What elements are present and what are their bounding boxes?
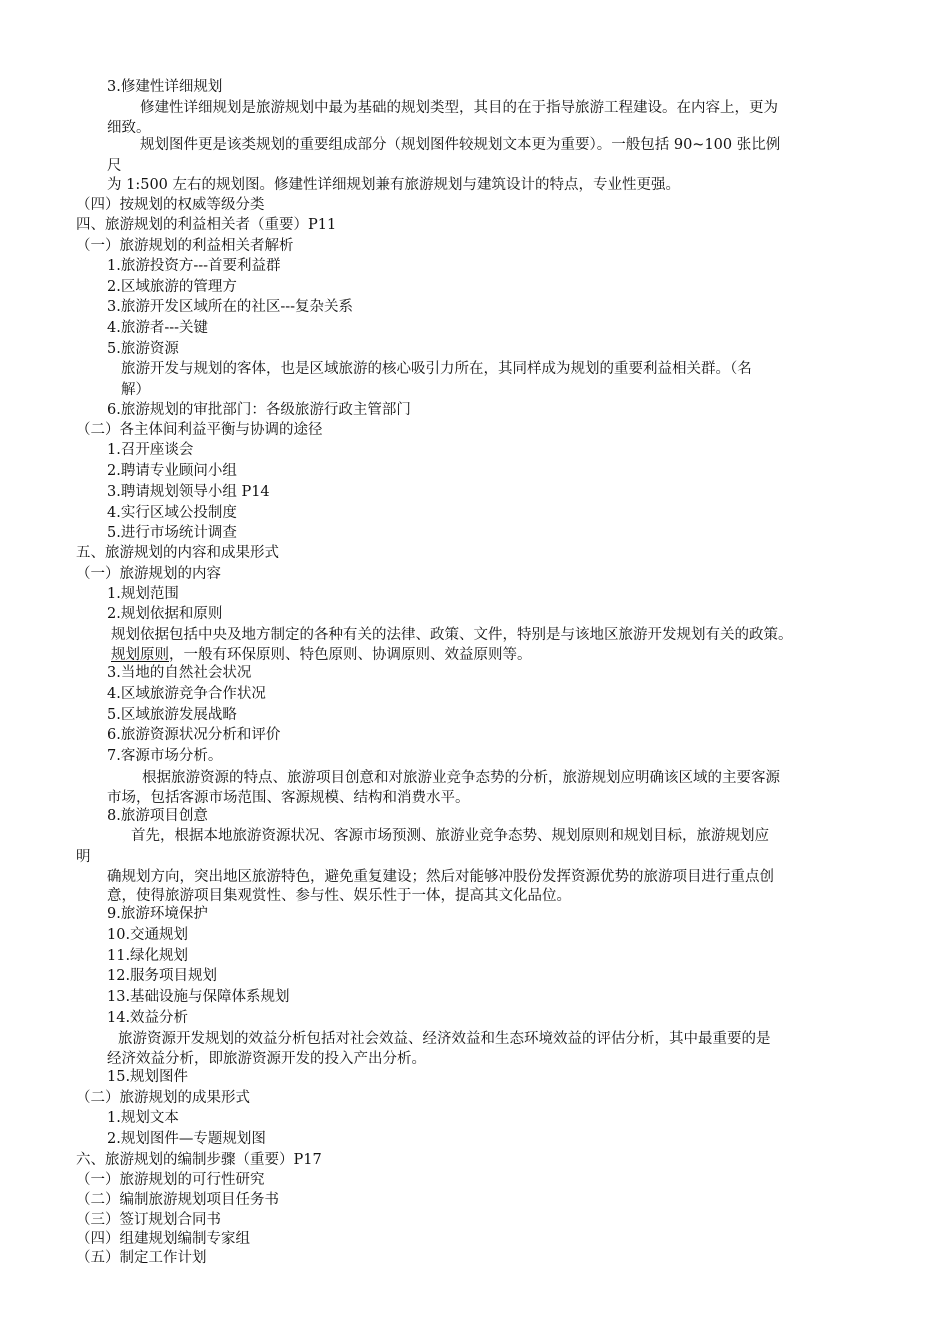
- list-item: 8.旅游项目创意: [107, 808, 208, 824]
- paragraph-line: 旅游资源开发规划的效益分析包括对社会效益、经济效益和生态环境效益的评估分析，其中最重要的是: [118, 1031, 771, 1047]
- list-item: 11.绿化规划: [107, 948, 189, 964]
- chapter-heading: 五、旅游规划的内容和成果形式: [76, 545, 279, 561]
- list-item: 10.交通规划: [107, 927, 189, 943]
- list-item: 6.旅游资源状况分析和评价: [107, 727, 281, 743]
- list-item: 4.实行区域公投制度: [107, 505, 237, 521]
- list-item: 5.进行市场统计调查: [107, 525, 237, 541]
- list-item: 5.旅游资源: [107, 341, 179, 357]
- list-item: 13.基础设施与保障体系规划: [107, 989, 290, 1005]
- section-heading: （一）旅游规划的内容: [76, 566, 221, 582]
- paragraph-line: 市场，包括客源市场范围、客源规模、结构和消费水平。: [107, 790, 470, 806]
- paragraph-line: 为 1:500 左右的规划图。修建性详细规划兼有旅游规划与建筑设计的特点，专业性更强。: [107, 177, 681, 193]
- chapter-heading: 六、旅游规划的编制步骤（重要）P17: [76, 1152, 322, 1168]
- list-item: 14.效益分析: [107, 1010, 189, 1026]
- paragraph-line: 规划依据包括中央及地方制定的各种有关的法律、政策、文件，特别是与该地区旅游开发规划有关的政策。: [111, 627, 793, 643]
- list-item: 2.区域旅游的管理方: [107, 279, 237, 295]
- paragraph-line: [111, 645, 532, 665]
- section-heading: （二）各主体间利益平衡与协调的途径: [76, 422, 323, 438]
- section-heading: （二）编制旅游规划项目任务书: [76, 1192, 279, 1208]
- paragraph-line: 尺: [107, 158, 122, 174]
- section-heading: （二）旅游规划的成果形式: [76, 1090, 250, 1106]
- paragraph-line: 解）: [121, 382, 150, 398]
- section-heading: （四）按规划的权威等级分类: [76, 197, 265, 213]
- paragraph-line: 细致。: [107, 120, 151, 136]
- list-item: 2.规划依据和原则: [107, 606, 223, 622]
- list-item: 15.规划图件: [107, 1069, 189, 1085]
- paragraph-line: 确规划方向，突出地区旅游特色，避免重复建设；然后对能够冲股份发挥资源优势的旅游项目进行重点创: [107, 869, 774, 885]
- list-item: 2.规划图件—专题规划图: [107, 1131, 266, 1147]
- list-item: 9.旅游环境保护: [107, 906, 208, 922]
- paragraph-text: ，一般有环保原则、特色原则、协调原则、效益原则等。: [169, 647, 532, 663]
- list-item: 1.规划文本: [107, 1110, 179, 1126]
- section-heading: （五）制定工作计划: [76, 1250, 207, 1266]
- list-item: 7.客源市场分析。: [107, 748, 223, 764]
- section-heading: （一）旅游规划的利益相关者解析: [76, 238, 294, 254]
- section-heading: （一）旅游规划的可行性研究: [76, 1172, 265, 1188]
- underlined-term: 规划原则: [111, 647, 169, 663]
- chapter-heading: 四、旅游规划的利益相关者（重要）P11: [76, 217, 337, 233]
- section-heading: （四）组建规划编制专家组: [76, 1231, 250, 1247]
- list-item: 6.旅游规划的审批部门：各级旅游行政主管部门: [107, 402, 411, 418]
- list-item: 12.服务项目规划: [107, 968, 218, 984]
- list-item: 1.规划范围: [107, 586, 179, 602]
- paragraph-line: 修建性详细规划是旅游规划中最为基础的规划类型，其目的在于指导旅游工程建设。在内容上，更为: [140, 100, 778, 116]
- list-item: 5.区域旅游发展战略: [107, 707, 237, 723]
- paragraph-line: 意，使得旅游项目集观赏性、参与性、娱乐性于一体，提高其文化品位。: [107, 888, 571, 904]
- paragraph-line: 经济效益分析，即旅游资源开发的投入产出分析。: [107, 1051, 426, 1067]
- paragraph-line: 旅游开发与规划的客体，也是区域旅游的核心吸引力所在，其同样成为规划的重要利益相关群。（名: [121, 361, 752, 377]
- section-heading: （三）签订规划合同书: [76, 1212, 221, 1228]
- list-item: 1.召开座谈会: [107, 442, 194, 458]
- list-item: 3.聘请规划领导小组 P14: [107, 484, 270, 500]
- paragraph-line: 明: [76, 849, 91, 865]
- paragraph-line: 规划图件更是该类规划的重要组成部分（规划图件较规划文本更为重要）。一般包括 90~100 张比例: [140, 137, 781, 153]
- paragraph-line: 根据旅游资源的特点、旅游项目创意和对旅游业竞争态势的分析，旅游规划应明确该区域的主要客源: [142, 770, 780, 786]
- list-item: 3.当地的自然社会状况: [107, 665, 252, 681]
- paragraph-line: 首先，根据本地旅游资源状况、客源市场预测、旅游业竞争态势、规划原则和规划目标，旅游规划应: [131, 828, 769, 844]
- subsection-heading: 3.修建性详细规划: [107, 79, 223, 95]
- list-item: 4.区域旅游竞争合作状况: [107, 686, 266, 702]
- list-item: 2.聘请专业顾问小组: [107, 463, 237, 479]
- list-item: 4.旅游者---关键: [107, 320, 209, 336]
- list-item: 3.旅游开发区域所在的社区---复杂关系: [107, 299, 354, 315]
- list-item: 1.旅游投资方---首要利益群: [107, 258, 281, 274]
